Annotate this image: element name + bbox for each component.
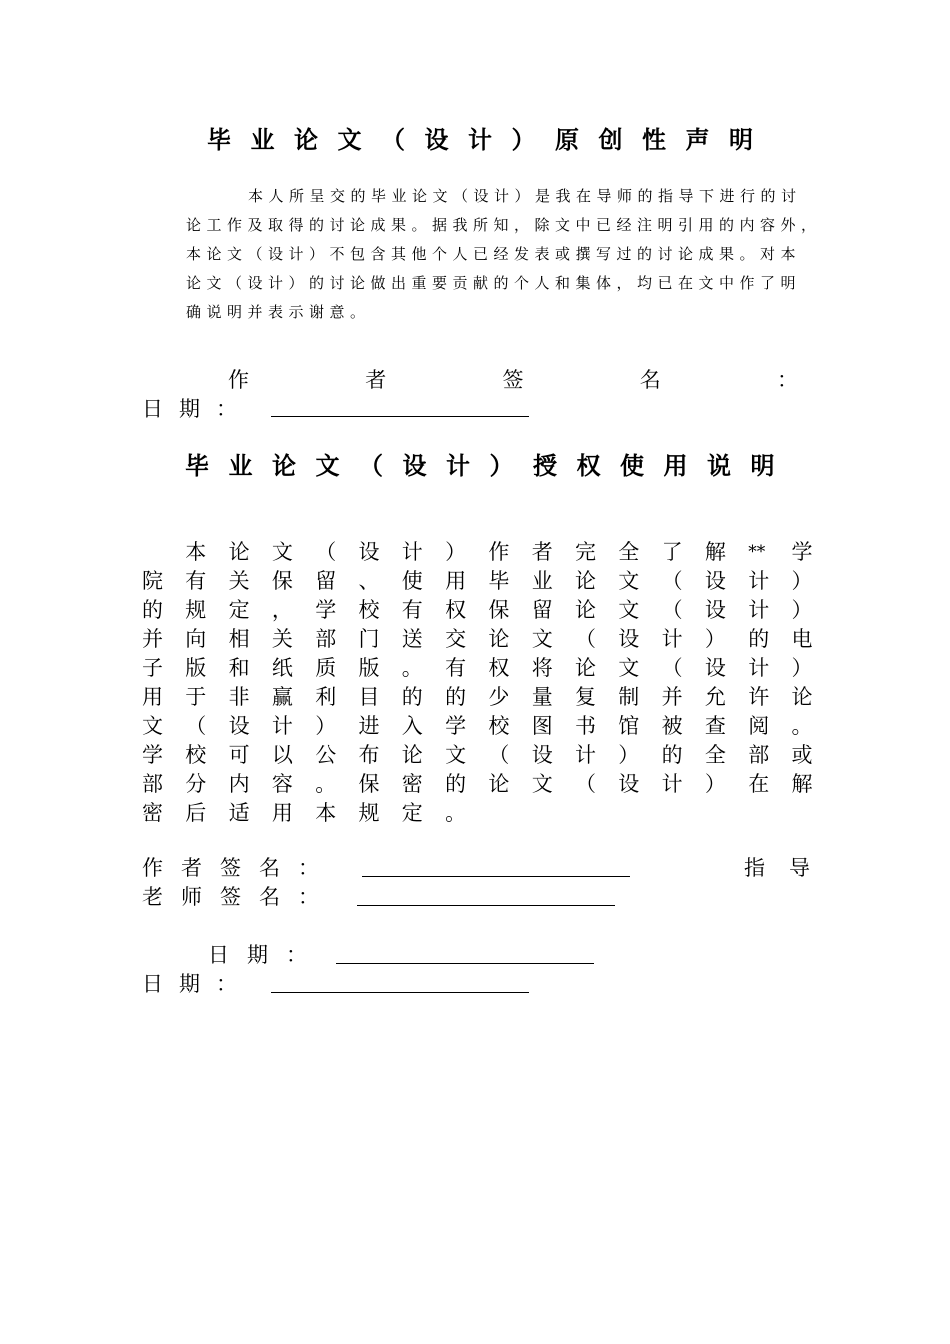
authorization-char: 校	[488, 714, 510, 738]
advisor-signature-line[interactable]	[357, 905, 615, 906]
authorization-char: 纸	[271, 656, 293, 680]
authorization-char: 本	[185, 540, 207, 564]
authorization-char: （	[575, 627, 596, 651]
authorization-char: ，	[271, 598, 293, 622]
author-date-line[interactable]	[271, 992, 529, 993]
authorization-char: 于	[185, 685, 207, 709]
authorization-char: 使	[401, 569, 423, 593]
authorization-char: 文	[531, 627, 553, 651]
authorization-char: ）	[618, 743, 640, 767]
authorization-char: 文	[618, 656, 640, 680]
authorization-char: 。	[315, 772, 337, 796]
authorization-char: 学	[445, 714, 467, 738]
authorization-char: （	[315, 540, 337, 564]
authorization-char: 制	[618, 685, 640, 709]
authorization-char: 设	[531, 743, 553, 767]
advisor-signature-label: 老师签名：	[142, 885, 337, 909]
authorization-char: 图	[531, 714, 553, 738]
authorization-char: ）	[704, 627, 726, 651]
authorization-char: 院	[142, 569, 163, 593]
signature-label-char: ：	[777, 368, 798, 392]
authorization-char: 权	[488, 656, 510, 680]
authorization-char: 送	[401, 627, 423, 651]
authorization-char: 业	[531, 569, 553, 593]
authorization-char: 计	[401, 540, 423, 564]
authorization-char: 并	[142, 627, 163, 651]
authorization-char: 设	[704, 656, 726, 680]
authorization-char: 计	[661, 772, 683, 796]
authorization-char: 密	[401, 772, 423, 796]
date-label: 日期：	[142, 397, 253, 421]
authorization-char: 关	[228, 569, 250, 593]
declaration-line: 本论文（设计）不包含其他个人已经发表或撰写过的讨论成果。对本	[186, 245, 802, 263]
authorization-char: ）	[791, 656, 813, 680]
authorization-char: 学	[315, 598, 337, 622]
authorization-char: 了	[661, 540, 683, 564]
authorization-char: 质	[315, 656, 337, 680]
authorization-char: 校	[185, 743, 207, 767]
authorization-char: 计	[748, 569, 770, 593]
authorization-char: 允	[704, 685, 726, 709]
authorization-char: 全	[618, 540, 640, 564]
authorization-char: 的	[445, 685, 467, 709]
authorization-char: 计	[271, 714, 293, 738]
authorization-char: 书	[575, 714, 596, 738]
authorization-char: 有	[185, 569, 207, 593]
authorization-char: 毕	[488, 569, 510, 593]
authorization-char: 本	[315, 801, 337, 825]
authorization-char: ）	[791, 598, 813, 622]
authorization-char: 电	[791, 627, 813, 651]
authorization-char: 文	[445, 743, 467, 767]
authorization-char: **	[748, 542, 766, 562]
authorization-char: （	[575, 772, 596, 796]
authorization-char: 在	[748, 772, 770, 796]
advisor-label-part1: 指导	[744, 856, 834, 880]
authorization-char: 论	[401, 743, 423, 767]
authorization-char: 的	[445, 772, 467, 796]
authorization-char: 版	[185, 656, 207, 680]
authorization-char: 或	[791, 743, 813, 767]
declaration-line: 确说明并表示谢意。	[186, 303, 371, 321]
authorization-char: 留	[315, 569, 337, 593]
authorization-char: 部	[748, 743, 770, 767]
authorization-char: 赢	[271, 685, 293, 709]
authorization-char: 门	[358, 627, 380, 651]
authorization-char: 关	[271, 627, 293, 651]
authorization-char: 交	[445, 627, 467, 651]
authorization-char: 设	[228, 714, 250, 738]
authorization-char: 的	[748, 627, 770, 651]
authorization-char: 论	[228, 540, 250, 564]
authorization-char: 用	[271, 801, 293, 825]
authorization-char: 有	[445, 656, 467, 680]
author-signature-label: 作者签名：	[142, 856, 337, 880]
authorization-char: 查	[704, 714, 726, 738]
authorization-char: 非	[228, 685, 250, 709]
authorization-char: 容	[271, 772, 293, 796]
authorization-char: 布	[358, 743, 380, 767]
authorization-char: 适	[228, 801, 250, 825]
authorization-char: 规	[358, 801, 380, 825]
authorization-char: 以	[271, 743, 293, 767]
authorization-char: 计	[661, 627, 683, 651]
authorization-char: （	[661, 656, 683, 680]
authorization-char: ）	[315, 714, 337, 738]
authorization-char: 部	[315, 627, 337, 651]
authorization-char: 可	[228, 743, 250, 767]
authorization-char: 的	[401, 685, 423, 709]
authorization-char: 计	[748, 598, 770, 622]
authorization-char: 少	[488, 685, 510, 709]
authorization-char: 。	[401, 656, 423, 680]
authorization-char: 文	[618, 598, 640, 622]
authorization-char: 作	[488, 540, 510, 564]
authorization-char: 论	[575, 598, 596, 622]
authorization-char: 版	[358, 656, 380, 680]
authorization-char: （	[661, 569, 683, 593]
authorization-char: （	[488, 743, 510, 767]
authorization-char: 许	[748, 685, 770, 709]
authorization-char: 阅	[748, 714, 770, 738]
authorization-char: 计	[748, 656, 770, 680]
originality-title: 毕业论文（设计）原创性声明	[207, 125, 773, 154]
authorization-char: 保	[488, 598, 510, 622]
authorization-char: 设	[618, 772, 640, 796]
authorization-char: 保	[358, 772, 380, 796]
authorization-char: 并	[661, 685, 683, 709]
authorization-char: 进	[358, 714, 380, 738]
authorization-char: 入	[401, 714, 423, 738]
authorization-char: 部	[142, 772, 163, 796]
advisor-date-label: 日期：	[208, 943, 325, 967]
authorization-char: 权	[445, 598, 467, 622]
declaration-line: 论工作及取得的讨论成果。据我所知，除文中已经注明引用的内容外，	[186, 216, 822, 234]
author-signature-label	[228, 366, 798, 394]
authorization-char: 。	[791, 714, 813, 738]
authorization-char: 将	[531, 656, 553, 680]
authorization-char: 量	[531, 685, 553, 709]
authorization-char: 相	[228, 627, 250, 651]
authorization-char: 校	[358, 598, 380, 622]
authorization-char: 、	[358, 569, 380, 593]
authorization-char: 文	[142, 714, 163, 738]
authorization-char: 文	[271, 540, 293, 564]
authorization-char: 公	[315, 743, 337, 767]
authorization-char: 解	[791, 772, 813, 796]
authorization-char: ）	[704, 772, 726, 796]
authorization-char: 文	[618, 569, 640, 593]
authorization-char: 解	[704, 540, 726, 564]
authorization-char: 学	[142, 743, 163, 767]
authorization-char: 用	[445, 569, 467, 593]
authorization-char: 设	[704, 598, 726, 622]
declaration-line: 论文（设计）的讨论做出重要贡献的个人和集体，均已在文中作了明	[186, 274, 802, 292]
authorization-char: 馆	[618, 714, 640, 738]
authorization-char: 的	[661, 743, 683, 767]
signature-label-char: 作	[228, 368, 249, 392]
authorization-char: 设	[358, 540, 380, 564]
date-signature-line[interactable]	[271, 416, 529, 417]
authorization-char: 计	[575, 743, 596, 767]
author-signature-line[interactable]	[362, 876, 630, 877]
authorization-char: 完	[575, 540, 596, 564]
authorization-char: 论	[488, 627, 510, 651]
authorization-char: 子	[142, 656, 163, 680]
signature-label-char: 名	[639, 368, 661, 392]
authorization-char: 有	[401, 598, 423, 622]
authorization-char: （	[661, 598, 683, 622]
authorization-char: ）	[445, 540, 467, 564]
authorization-char: 分	[185, 772, 207, 796]
authorization-char: 目	[358, 685, 380, 709]
authorization-char: 论	[575, 569, 596, 593]
declaration-line: 本人所呈交的毕业论文（设计）是我在导师的指导下进行的讨	[248, 187, 802, 205]
authorization-char: 的	[142, 598, 163, 622]
authorization-char: 定	[401, 801, 423, 825]
authorization-char: 保	[271, 569, 293, 593]
authorization-char: 用	[142, 685, 163, 709]
authorization-char: 和	[228, 656, 250, 680]
authorization-title: 毕业论文（设计）授权使用说明	[185, 451, 794, 480]
authorization-char: ）	[791, 569, 813, 593]
signature-label-char: 者	[365, 368, 387, 392]
author-date-label: 日期：	[142, 972, 253, 996]
authorization-char: 文	[531, 772, 553, 796]
authorization-char: 利	[315, 685, 337, 709]
authorization-char: 复	[575, 685, 596, 709]
authorization-char: 者	[531, 540, 553, 564]
authorization-char: 学	[791, 540, 813, 564]
authorization-char: 密	[142, 801, 163, 825]
authorization-char: 留	[531, 598, 553, 622]
authorization-char: 论	[575, 656, 596, 680]
authorization-char: 全	[704, 743, 726, 767]
authorization-char: 内	[228, 772, 250, 796]
authorization-char: 规	[185, 598, 207, 622]
authorization-char: 后	[185, 801, 207, 825]
authorization-char: 论	[791, 685, 813, 709]
authorization-char: （	[185, 714, 207, 738]
authorization-char: 被	[661, 714, 683, 738]
authorization-char: 。	[445, 801, 467, 825]
authorization-char: 论	[488, 772, 510, 796]
signature-label-char: 签	[502, 368, 524, 392]
authorization-char: 设	[618, 627, 640, 651]
authorization-char: 定	[228, 598, 250, 622]
authorization-char: 向	[185, 627, 207, 651]
advisor-date-line[interactable]	[336, 963, 594, 964]
authorization-char: 设	[704, 569, 726, 593]
